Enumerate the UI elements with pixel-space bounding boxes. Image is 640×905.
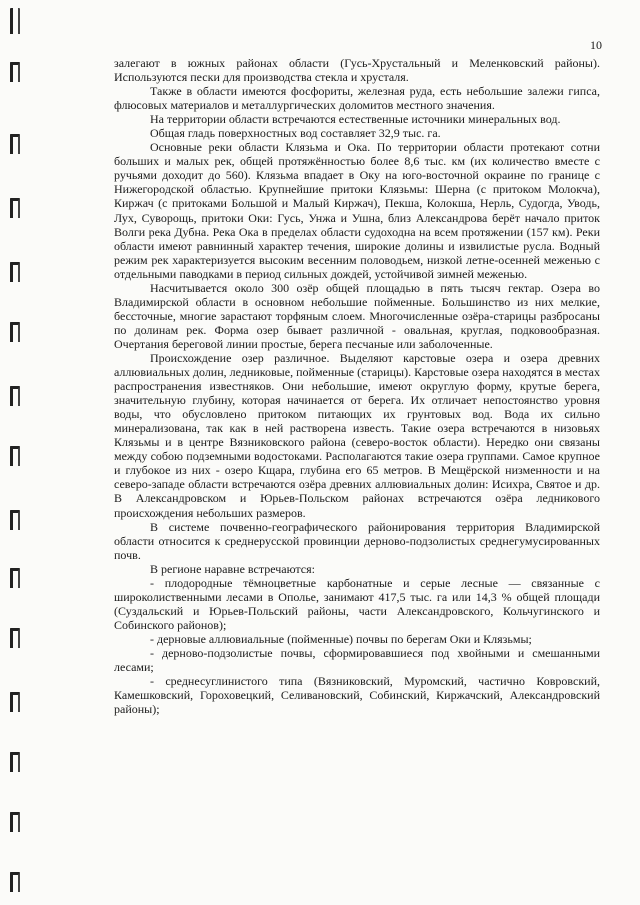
list-item: - плодородные тёмноцветные карбонатные и серые лесные — связанные с широколиственными лесами в Ополье, занимают 417,5 тыс. га или 14,3 % общей площади (Суздальский и Юрьев-Польский районы, части Александровского, Кольчугинского и Собинского районов); [114, 575, 600, 632]
paragraph: В регионе наравне встречаются: [150, 561, 315, 576]
paragraph: В системе почвенно-географического районирования территория Владимирской области относится к среднерусской провинции дерново-подзолистых среднегумусированных почв. [114, 519, 600, 562]
binding-mark [10, 322, 20, 342]
binding-holes [0, 0, 26, 905]
binding-mark [10, 692, 20, 712]
binding-mark [10, 8, 20, 34]
binding-mark [10, 262, 20, 282]
binding-mark [10, 510, 20, 530]
binding-mark [10, 446, 20, 466]
binding-mark [10, 62, 20, 82]
list-item: - среднесуглинистого типа (Вязниковский, Муромский, частично Ковровский, Камешковский, Гороховецкий, Селивановский, Собинский, Киржачский, Александровский районы); [114, 674, 600, 717]
paragraph: Основные реки области Клязьма и Ока. По территории области протекают сотни больших и малых рек, общей протяжённостью более 8,6 тыс. км (их количество вместе с ручьями доходит до 560). Клязьма впадает в Оку на юго-восточной окраине по границе с Нижегородской областью. Крупнейшие притоки Клязьмы: Шерна (с притоком Молокча), Киржач (с притоками Большой и Малый Киржач), Пекша, Колокша, Нерль, Судогда, Уводь, Лух, Суворощь, притоки Оки: Гусь, Унжа и Ушна, близ Александрова берёт начало приток Волги река Дубна. Река Ока в пределах области судоходна на всем протяжении (157 км). Реки области имеют равнинный характер течения, широкие долины и извилистые русла. Водный режим рек характеризуется высоким весенним половодьем, низкой летне-осенней меженью с отдельными паводками в период сильных дождей, устойчивой зимней меженью. [114, 140, 600, 281]
binding-mark [10, 628, 20, 648]
paragraph: На территории области встречаются естественные источники минеральных вод. [150, 112, 561, 127]
document-body [114, 56, 600, 716]
binding-mark [10, 752, 20, 772]
binding-mark [10, 812, 20, 832]
binding-mark [10, 568, 20, 588]
paragraph: залегают в южных районах области (Гусь-Хрустальный и Меленковский районы). Используются пески для производства стекла и хрусталя. [114, 56, 600, 85]
paragraph: Общая гладь поверхностных вод составляет 32,9 тыс. га. [150, 126, 441, 141]
page-number: 10 [590, 38, 602, 52]
binding-mark [10, 134, 20, 154]
binding-mark [10, 198, 20, 218]
list-item: - дерновые аллювиальные (пойменные) почвы по берегам Оки и Клязьмы; [150, 631, 532, 646]
list-item: - дерново-подзолистые почвы, сформировавшиеся под хвойными и смешанными лесами; [114, 645, 600, 675]
paragraph: Также в области имеются фосфориты, железная руда, есть небольшие залежи гипса, флюсовых материалов и металлургических доломитов местного значения. [114, 84, 600, 113]
binding-mark [10, 386, 20, 406]
binding-mark [10, 872, 20, 892]
paragraph: Происхождение озер различное. Выделяют карстовые озера и озера древних аллювиальных долин, ледниковые, пойменные (старицы). Карстовые озера находятся в местах распространения известняков. Они небольшие, имеют округлую форму, крутые берега, значительную глубину, которая начинается от берега. Их отличает непостоянство уровня воды, что обусловлено притоком питающих их грунтовых вод. Вода их сильно минерализована, так как в ней растворена известь. Такие озера встречаются в низовьях Клязьмы и в центре Вязниковского района (северо-восток области). Нередко они связаны между собою подземными водостоками. Располагаются такие озера группами. Самое крупное и глубокое из них - озеро Кщара, глубина его 65 метров. В Мещёрской низменности и на северо-западе области встречаются озёра древних аллювиальных долин: Исихра, Святое и др. В Александровском и Юрьев-Польском районах встречаются озёра ледникового происхождения небольших размеров. [114, 350, 600, 520]
paragraph: Насчитывается около 300 озёр общей площадью в пять тысяч гектар. Озера во Владимирской области в основном небольшие пойменные. Большинство из них мелкие, бессточные, многие зарастают торфяным слоем. Многочисленные озёра-старицы разбросаны по долинам рек. Форма озер бывает различной - овальная, круглая, подковообразная. Очертания береговой линии простые, берега песчаные или заболоченные. [114, 280, 600, 351]
